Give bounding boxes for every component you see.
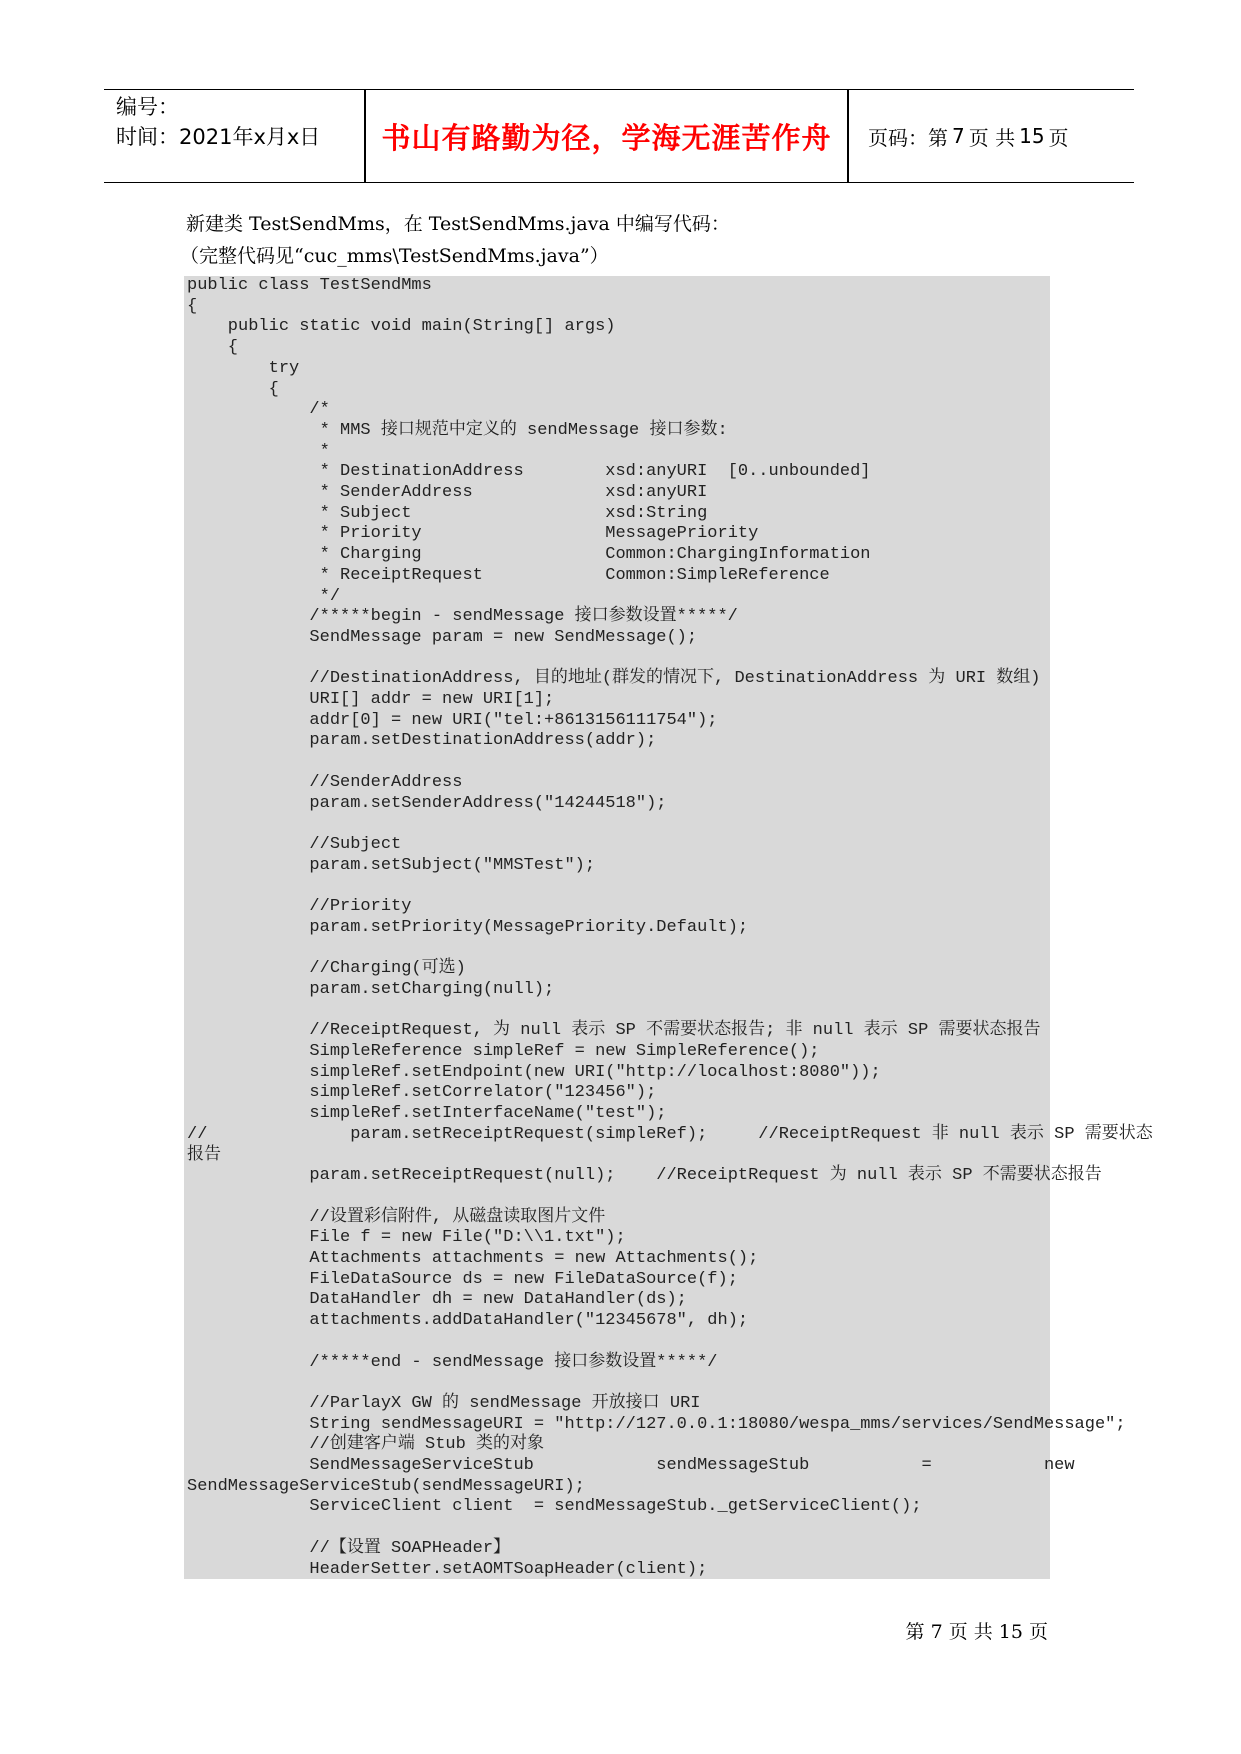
code-line: * DestinationAddress xsd:anyURI [0..unbounded] xyxy=(187,462,871,482)
code-line: DataHandler dh = new DataHandler(ds); xyxy=(187,1290,687,1310)
code-line: /*****begin - sendMessage 接口参数设置*****/ xyxy=(187,607,738,627)
code-line: //SenderAddress xyxy=(187,772,463,792)
code-line: param.setDestinationAddress(addr); xyxy=(187,731,657,751)
code-line: ServiceClient client = sendMessageStub._getServiceClient(); xyxy=(187,1497,922,1517)
code-line: FileDataSource ds = new FileDataSource(f); xyxy=(187,1269,738,1289)
code-line: //Subject xyxy=(187,834,402,854)
header-left xyxy=(116,92,320,152)
code-line: String sendMessageURI = "http://127.0.0.1:18080/wespa_mms/services/SendMessage"; xyxy=(187,1414,1126,1434)
intro-line: 新建类 TestSendMms，在 TestSendMms.java 中编写代码： xyxy=(186,213,730,235)
code-line: 报告 xyxy=(187,1145,221,1165)
intro-text xyxy=(180,208,730,272)
code-line: param.setPriority(MessagePriority.Default); xyxy=(187,917,749,937)
code-line: SendMessage param = new SendMessage(); xyxy=(187,627,698,647)
code-line: public static void main(String[] args) xyxy=(187,317,616,337)
code-line: //Priority xyxy=(187,897,412,917)
page-header xyxy=(104,89,1134,183)
code-line: * xyxy=(187,441,330,461)
code-line: try xyxy=(187,358,300,378)
code-line: HeaderSetter.setAOMTSoapHeader(client); xyxy=(187,1559,708,1579)
code-line: Attachments attachments = new Attachments(); xyxy=(187,1249,759,1269)
code-line xyxy=(187,876,1050,897)
page-label-prefix: 页码：第 xyxy=(868,125,948,150)
code-line xyxy=(187,1001,1050,1022)
header-divider xyxy=(847,90,849,182)
code-line: param.setSubject("MMSTest"); xyxy=(187,855,596,875)
header-page-info xyxy=(868,90,1069,182)
code-line: //设置彩信附件, 从磁盘读取图片文件 xyxy=(187,1207,606,1227)
code-line: { xyxy=(187,379,279,399)
code-line: //【设置 SOAPHeader】 xyxy=(187,1538,511,1558)
code-line: /* xyxy=(187,400,330,420)
code-line: param.setSenderAddress("14244518"); xyxy=(187,793,667,813)
code-line: //ReceiptRequest, 为 null 表示 SP 不需要状态报告; 非 null 表示 SP 需要状态报告 xyxy=(187,1021,1041,1041)
code-text xyxy=(184,276,1153,1580)
code-line: URI[] addr = new URI[1]; xyxy=(187,690,555,710)
code-line: param.setCharging(null); xyxy=(187,979,555,999)
code-line: * Priority MessagePriority xyxy=(187,524,759,544)
page-current: 7 xyxy=(952,124,965,148)
code-line: { xyxy=(187,338,239,358)
page-total: 15 xyxy=(1019,124,1045,148)
code-line: * Charging Common:ChargingInformation xyxy=(187,545,871,565)
code-line: { xyxy=(187,296,198,316)
code-line: simpleRef.setEndpoint(new URI("http://localhost:8080")); xyxy=(187,1062,881,1082)
code-line xyxy=(187,1518,1050,1539)
intro-line: （完整代码见“cuc_mms\TestSendMms.java”） xyxy=(180,245,609,267)
code-line: File f = new File("D:\\1.txt"); xyxy=(187,1228,626,1248)
code-line: * Subject xsd:String xyxy=(187,503,708,523)
document-number-label: 编号： xyxy=(116,95,179,119)
code-line: */ xyxy=(187,586,341,606)
code-line xyxy=(187,1332,1050,1353)
code-line: /*****end - sendMessage 接口参数设置*****/ xyxy=(187,1352,718,1372)
code-line: //Charging(可选) xyxy=(187,959,466,979)
page-footer: 第 7 页 共 15 页 xyxy=(905,1621,1048,1643)
code-line: addr[0] = new URI("tel:+8613156111754"); xyxy=(187,710,718,730)
code-line: SendMessageServiceStub(sendMessageURI); xyxy=(187,1476,585,1496)
header-motto: 书山有路勤为径，学海无涯苦作舟 xyxy=(381,120,832,155)
code-line xyxy=(187,752,1050,773)
code-line: //创建客户端 Stub 类的对象 xyxy=(187,1435,545,1455)
page-label-suffix: 页 xyxy=(1048,125,1069,150)
code-line xyxy=(187,1373,1050,1394)
code-line: SimpleReference simpleRef = new SimpleReference(); xyxy=(187,1042,820,1062)
code-line: * SenderAddress xsd:anyURI xyxy=(187,483,708,503)
code-line: simpleRef.setCorrelator("123456"); xyxy=(187,1083,657,1103)
code-line xyxy=(187,649,1050,670)
code-line: simpleRef.setInterfaceName("test"); xyxy=(187,1104,667,1124)
code-line xyxy=(187,1187,1050,1208)
code-line: //DestinationAddress, 目的地址(群发的情况下, DestinationAddress 为 URI 数组) xyxy=(187,669,1041,689)
code-line: attachments.addDataHandler("12345678", dh); xyxy=(187,1311,749,1331)
code-line: * ReceiptRequest Common:SimpleReference xyxy=(187,565,830,585)
code-line xyxy=(187,939,1050,960)
document-time-label: 时间：2021年x月x日 xyxy=(116,125,321,149)
page-label-mid: 页 共 xyxy=(968,125,1016,150)
code-line: public class TestSendMms xyxy=(187,276,432,295)
code-block xyxy=(184,276,1153,1579)
code-line xyxy=(187,814,1050,835)
code-line: //ParlayX GW 的 sendMessage 开放接口 URI xyxy=(187,1393,701,1413)
code-line: SendMessageServiceStub sendMessageStub = new xyxy=(187,1456,1075,1476)
code-line: param.setReceiptRequest(null); //ReceiptRequest 为 null 表示 SP 不需要状态报告 xyxy=(187,1166,1102,1186)
code-line: // param.setReceiptRequest(simpleRef); //ReceiptRequest 非 null 表示 SP 需要状态 xyxy=(187,1124,1153,1144)
code-line: * MMS 接口规范中定义的 sendMessage 接口参数: xyxy=(187,420,728,440)
